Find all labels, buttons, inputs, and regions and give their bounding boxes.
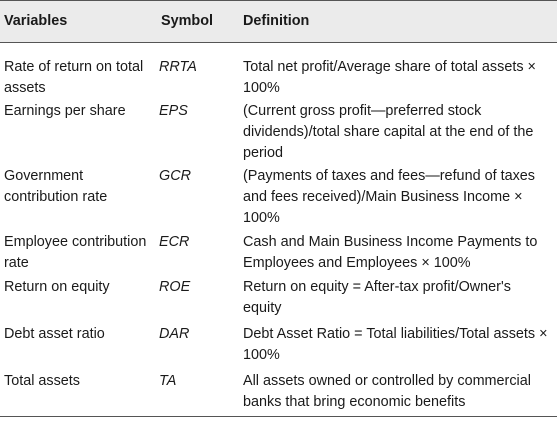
symbol-cell: ECR [159, 234, 190, 250]
definition-cell: All assets owned or controlled by commercial banks that bring economic benefits [241, 368, 557, 417]
table-row [0, 368, 557, 417]
symbol-cell: EPS [159, 103, 188, 119]
variable-cell: Employee contribution rate [4, 234, 147, 271]
header-symbol: Symbol [157, 1, 241, 43]
table-row [0, 166, 557, 231]
variable-cell: Return on equity [4, 279, 110, 295]
header-variables: Variables [0, 1, 157, 43]
definition-cell: Debt Asset Ratio = Total liabilities/Total assets × 100% [243, 326, 548, 363]
variable-cell: Rate of return on total assets [4, 59, 144, 96]
definition-cell: Return on equity = After-tax profit/Owner's equity [243, 279, 511, 316]
symbol-cell: TA [157, 368, 241, 417]
symbol-cell: DAR [159, 326, 190, 342]
table-row [0, 321, 557, 368]
variable-cell: Debt asset ratio [4, 326, 105, 342]
symbol-cell: ROE [159, 279, 191, 295]
definition-cell: Cash and Main Business Income Payments to Employees and Employees × 100% [243, 234, 538, 271]
symbol-cell: RRTA [159, 59, 197, 75]
definition-cell: (Current gross profit—preferred stock dividends)/total share capital at the end of the period [243, 103, 534, 161]
table-row [0, 276, 557, 321]
variable-cell: Government contribution rate [4, 168, 108, 205]
table-row [0, 231, 557, 276]
definition-cell: (Payments of taxes and fees—refund of taxes and fees received)/Main Business Income × 100% [243, 168, 535, 226]
symbol-cell: GCR [159, 168, 191, 184]
table-header-row [0, 1, 557, 43]
variable-cell: Earnings per share [4, 103, 126, 119]
header-definition: Definition [241, 1, 557, 43]
variable-cell: Total assets [0, 368, 157, 417]
table-row [0, 101, 557, 166]
definition-cell: Total net profit/Average share of total assets × 100% [243, 59, 536, 96]
table-row [0, 43, 557, 102]
